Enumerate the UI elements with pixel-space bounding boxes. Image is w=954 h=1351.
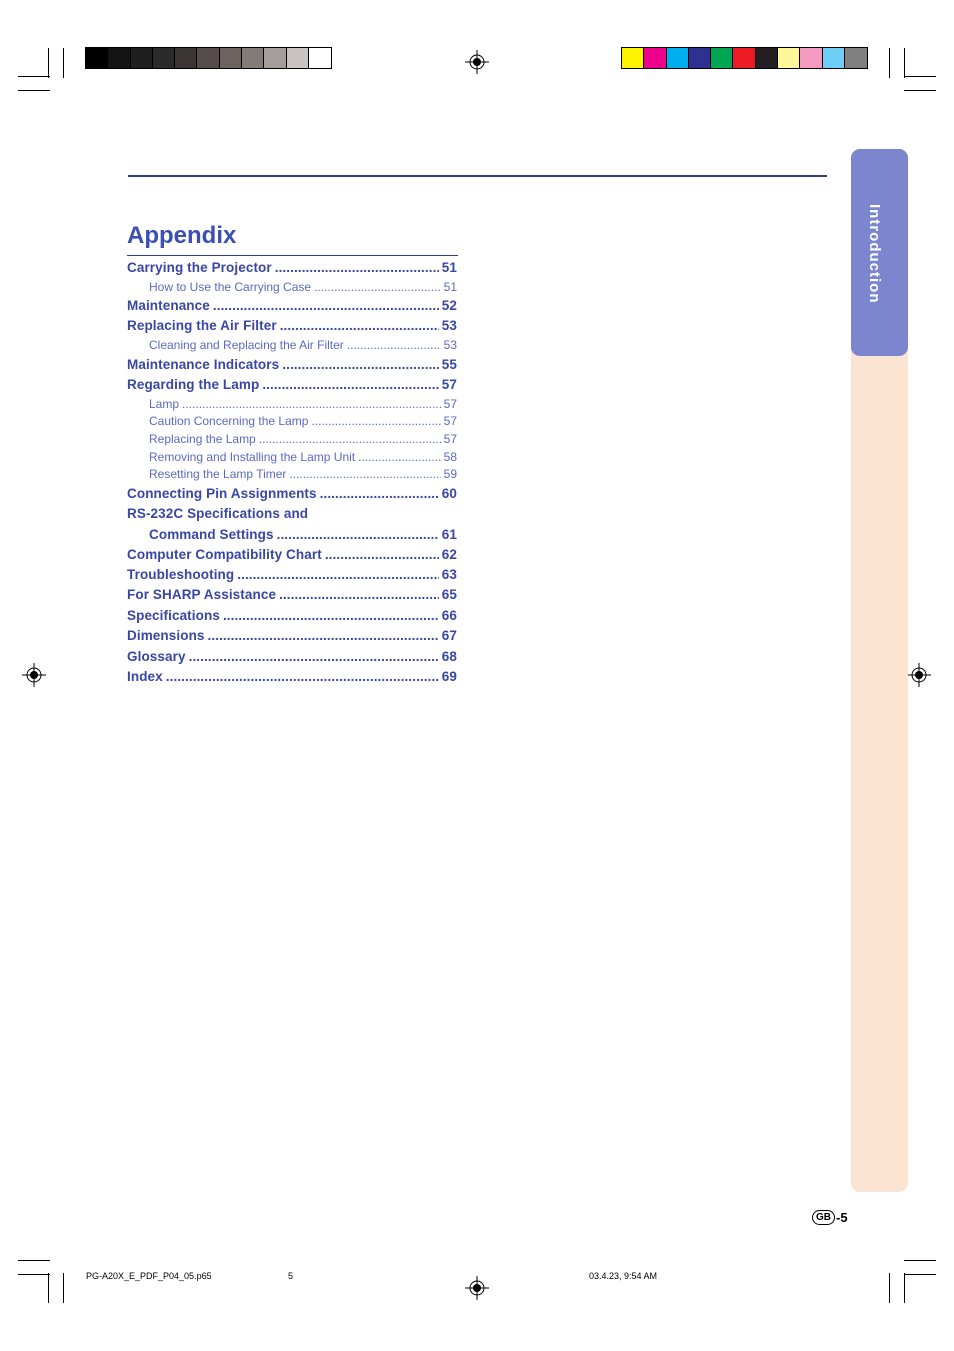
toc-entry-title: Regarding the Lamp — [127, 377, 260, 392]
footer-filename: PG-A20X_E_PDF_P04_05.p65 — [86, 1271, 212, 1281]
color-swatch — [86, 48, 108, 68]
color-swatch — [778, 48, 800, 68]
toc-leader-dots — [314, 280, 441, 294]
toc-leader-dots — [259, 432, 441, 446]
color-swatch — [689, 48, 711, 68]
toc-entry-title: Lamp — [149, 397, 180, 411]
footer-timestamp: 03.4.23, 9:54 AM — [589, 1271, 658, 1281]
toc-entry-title: Replacing the Lamp — [149, 432, 256, 446]
toc-entry-title: Carrying the Projector — [127, 260, 272, 275]
toc-entry-title: Troubleshooting — [127, 567, 235, 582]
registration-mark-icon — [465, 1276, 489, 1300]
toc-leader-dots — [320, 486, 439, 501]
toc-entry-page: 53 — [443, 338, 457, 352]
toc-leader-dots — [223, 608, 439, 623]
toc-entry-title: Dimensions — [127, 628, 205, 643]
toc-entry[interactable] — [127, 377, 457, 392]
toc-entry-page: 69 — [441, 669, 457, 684]
footer-sheet: 5 — [288, 1271, 294, 1281]
toc-entry-title: Command Settings — [149, 527, 274, 542]
color-swatch — [197, 48, 219, 68]
color-swatch — [309, 48, 331, 68]
toc-entry-page: 57 — [443, 397, 457, 411]
toc-leader-dots — [262, 377, 438, 392]
toc-entry[interactable] — [127, 547, 457, 562]
toc-entry[interactable] — [127, 298, 457, 313]
toc-entry-title: Caution Concerning the Lamp — [149, 414, 309, 428]
toc-entry-title: Specifications — [127, 608, 220, 623]
color-swatch — [287, 48, 309, 68]
toc-entry[interactable] — [127, 587, 457, 602]
color-swatch — [220, 48, 242, 68]
toc-entry-page: 51 — [443, 280, 457, 294]
toc-entry-title: Maintenance — [127, 298, 210, 313]
toc-entry-page: 63 — [441, 567, 457, 582]
color-swatch — [264, 48, 286, 68]
toc-entry[interactable] — [149, 397, 457, 411]
toc-entry-page: 68 — [441, 649, 457, 664]
toc-leader-dots — [311, 414, 440, 428]
toc-entry[interactable] — [127, 649, 457, 664]
color-swatch — [756, 48, 778, 68]
toc-entry[interactable] — [127, 318, 457, 333]
toc-entry[interactable] — [149, 280, 457, 294]
toc-entry-page: 55 — [441, 357, 457, 372]
page-number — [812, 1210, 848, 1225]
toc-entry-page: 59 — [443, 467, 457, 481]
gb-badge: GB — [812, 1210, 835, 1225]
toc-entry-page: 57 — [443, 432, 457, 446]
toc-entry[interactable] — [127, 567, 457, 582]
title-rule — [127, 255, 458, 256]
page-number-text: -5 — [836, 1210, 848, 1225]
toc-entry[interactable] — [127, 486, 457, 501]
color-swatch — [823, 48, 845, 68]
color-swatch — [131, 48, 153, 68]
toc-entry[interactable] — [127, 608, 457, 623]
toc-entry[interactable] — [149, 467, 457, 481]
toc-entry-page: 57 — [443, 414, 457, 428]
toc-leader-dots — [280, 318, 439, 333]
side-tab-label: Introduction — [866, 204, 883, 304]
toc-entry-page: 58 — [443, 450, 457, 464]
toc-leader-dots — [277, 527, 439, 542]
toc-entry-title: Glossary — [127, 649, 186, 664]
toc-entry-title: Connecting Pin Assignments — [127, 486, 317, 501]
toc-entry-page: 53 — [441, 318, 457, 333]
page-title: Appendix — [127, 222, 237, 249]
toc-entry-page: 61 — [441, 527, 457, 542]
toc-entry[interactable] — [149, 450, 457, 464]
toc-entry-page: 66 — [441, 608, 457, 623]
toc-entry[interactable] — [127, 506, 457, 521]
toc-entry[interactable] — [127, 669, 457, 684]
toc-leader-dots — [282, 357, 439, 372]
toc-entry-page: 57 — [441, 377, 457, 392]
toc-entry-title: Computer Compatibility Chart — [127, 547, 322, 562]
process-color-bar — [621, 47, 868, 69]
toc-leader-dots — [289, 467, 440, 481]
toc-leader-dots — [213, 298, 439, 313]
color-swatch — [711, 48, 733, 68]
gray-ramp-bar — [85, 47, 332, 69]
toc-entry-page: 60 — [441, 486, 457, 501]
color-swatch — [667, 48, 689, 68]
toc-leader-dots — [275, 260, 439, 275]
toc-entry-title: Replacing the Air Filter — [127, 318, 277, 333]
toc-entry[interactable] — [149, 414, 457, 428]
toc-entry-title: For SHARP Assistance — [127, 587, 277, 602]
registration-mark-icon — [465, 50, 489, 74]
toc-leader-dots — [347, 338, 441, 352]
toc-entry-page: 65 — [441, 587, 457, 602]
toc-entry[interactable] — [127, 357, 457, 372]
toc-entry-title: Index — [127, 669, 163, 684]
toc-entry[interactable] — [149, 432, 457, 446]
toc-entry-title: How to Use the Carrying Case — [149, 280, 312, 294]
toc-entry-page: 62 — [441, 547, 457, 562]
toc-entry-title: RS-232C Specifications and — [127, 506, 309, 521]
toc-entry[interactable] — [127, 628, 457, 643]
toc-entry-title: Maintenance Indicators — [127, 357, 280, 372]
toc-entry-page: 67 — [441, 628, 457, 643]
color-swatch — [800, 48, 822, 68]
toc-entry-title: Cleaning and Replacing the Air Filter — [149, 338, 344, 352]
toc-leader-dots — [325, 547, 439, 562]
toc-entry[interactable] — [127, 260, 457, 275]
toc-entry-page: 51 — [441, 260, 457, 275]
toc-entry[interactable] — [149, 338, 457, 352]
toc-leader-dots — [237, 567, 439, 582]
toc-leader-dots — [208, 628, 439, 643]
color-swatch — [153, 48, 175, 68]
header-rule — [128, 175, 827, 177]
color-swatch — [622, 48, 644, 68]
color-swatch — [733, 48, 755, 68]
color-swatch — [242, 48, 264, 68]
toc-leader-dots — [358, 450, 441, 464]
toc-leader-dots — [279, 587, 439, 602]
color-swatch — [175, 48, 197, 68]
toc-entry[interactable] — [149, 527, 457, 542]
registration-mark-icon — [907, 663, 931, 687]
toc-entry-page: 52 — [441, 298, 457, 313]
toc-leader-dots — [182, 397, 441, 411]
color-swatch — [108, 48, 130, 68]
toc-entry-title: Resetting the Lamp Timer — [149, 467, 287, 481]
color-swatch — [644, 48, 666, 68]
registration-mark-icon — [22, 663, 46, 687]
color-swatch — [845, 48, 867, 68]
toc-leader-dots — [166, 669, 439, 684]
toc-leader-dots — [189, 649, 439, 664]
toc-entry-title: Removing and Installing the Lamp Unit — [149, 450, 356, 464]
